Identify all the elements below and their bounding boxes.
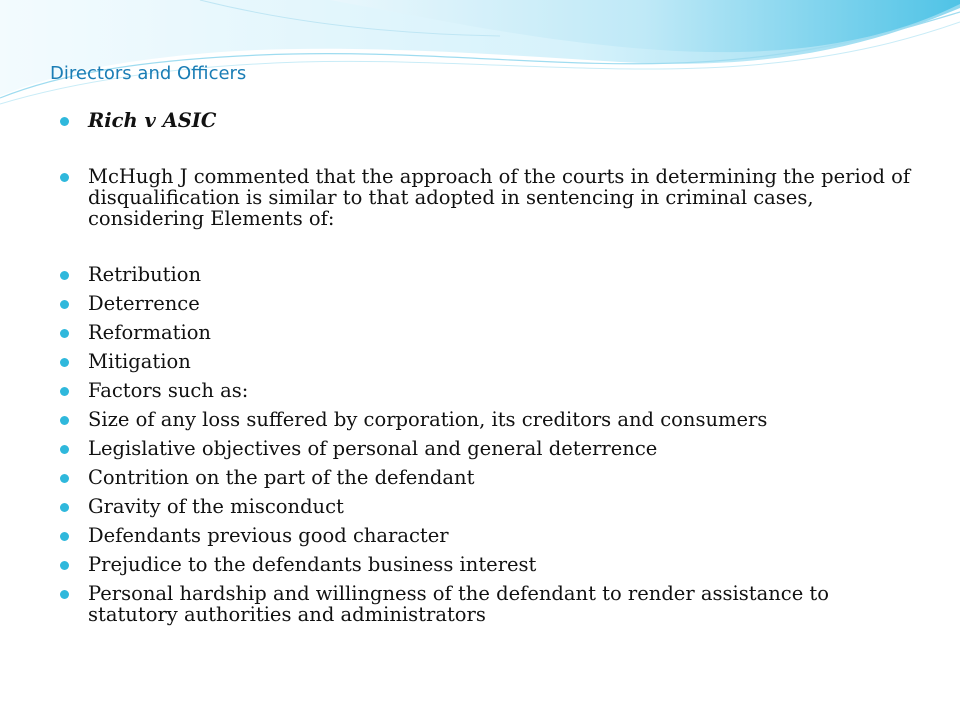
list-item (60, 110, 920, 131)
list-item (60, 351, 920, 372)
list-item-text: Prejudice to the defendants business interest (88, 553, 537, 576)
list-item-text: Defendants previous good character (88, 524, 449, 547)
list-item-text: Deterrence (88, 292, 200, 315)
list-item-text: Contrition on the part of the defendant (88, 466, 475, 489)
bullet-dot (60, 590, 69, 599)
list-item (60, 380, 920, 401)
list-item (60, 496, 920, 517)
bullet-dot (60, 117, 69, 126)
list-item-text: Retribution (88, 263, 202, 286)
list-item-text: McHugh J commented that the approach of the courts in determining the period of disqualification is similar to that adopted in sentencing in criminal cases, considering Elements of: (88, 165, 911, 230)
list-item-text: Personal hardship and willingness of the defendant to render assistance to statutory authorities and administrators (88, 582, 830, 626)
list-item (60, 554, 920, 575)
list-item-text: Mitigation (88, 350, 191, 373)
list-item (60, 264, 920, 285)
bullet-dot (60, 358, 69, 367)
list-item-text: Legislative objectives of personal and general deterrence (88, 437, 658, 460)
list-item-text: Size of any loss suffered by corporation, its creditors and consumers (88, 408, 768, 431)
bullet-dot (60, 561, 69, 570)
bullet-dot (60, 271, 69, 280)
bullet-dot (60, 503, 69, 512)
slide-title: Directors and Officers (50, 63, 247, 84)
list-item (60, 166, 920, 229)
list-item-text: Factors such as: (88, 379, 249, 402)
list-item (60, 525, 920, 546)
bullet-list (60, 110, 920, 625)
list-item (60, 467, 920, 488)
bullet-dot (60, 416, 69, 425)
list-item (60, 322, 920, 343)
header-wave-decoration (0, 0, 960, 120)
list-item-text: Reformation (88, 321, 211, 344)
bullet-dot (60, 300, 69, 309)
bullet-dot (60, 445, 69, 454)
list-item-text: Gravity of the misconduct (88, 495, 344, 518)
list-item (60, 409, 920, 430)
bullet-dot (60, 474, 69, 483)
case-name: Rich v ASIC (88, 109, 217, 132)
list-item (60, 293, 920, 314)
bullet-dot (60, 387, 69, 396)
bullet-dot (60, 532, 69, 541)
list-item (60, 583, 920, 625)
bullet-dot (60, 329, 69, 338)
list-item (60, 438, 920, 459)
bullet-dot (60, 173, 69, 182)
